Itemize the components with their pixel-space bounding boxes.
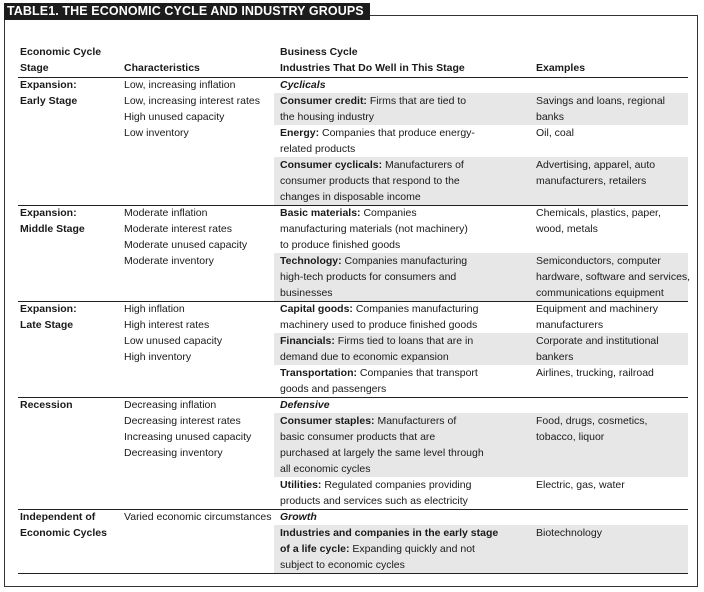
characteristic: Varied economic circumstances bbox=[124, 511, 272, 523]
industry-name: Technology: bbox=[280, 255, 342, 267]
examples-cell: Oil, coal bbox=[536, 127, 574, 139]
industry-cell bbox=[280, 365, 478, 397]
group-label: Growth bbox=[280, 511, 317, 523]
stage-label: Recession bbox=[20, 399, 73, 411]
industry-desc: Firms that are tied to the housing industry bbox=[280, 95, 467, 123]
industry-cell bbox=[280, 125, 475, 157]
characteristic: Low unused capacity bbox=[124, 335, 223, 347]
industry-desc: Companies manufacturing high-tech products for consumers and businesses bbox=[280, 255, 468, 299]
industry-cell bbox=[280, 93, 466, 125]
industry-name: Basic materials: bbox=[280, 207, 361, 219]
header-stage: Economic Cycle Stage bbox=[20, 46, 102, 74]
examples-cell: Electric, gas, water bbox=[536, 479, 625, 491]
industry-cell bbox=[280, 477, 471, 509]
characteristic: Increasing unused capacity bbox=[124, 431, 252, 443]
industry-cell bbox=[280, 525, 498, 573]
examples-cell: Corporate and institutional bankers bbox=[536, 335, 659, 363]
examples-cell: Chemicals, plastics, paper, wood, metals bbox=[536, 207, 661, 235]
stage-label: Expansion: Late Stage bbox=[20, 303, 77, 331]
stage-label: Independent of Economic Cycles bbox=[20, 511, 107, 539]
industry-cell bbox=[280, 157, 464, 205]
industry-desc: Companies manufacturing materials (not machinery) to produce finished goods bbox=[280, 207, 468, 251]
characteristic: High inflation bbox=[124, 303, 185, 315]
industry-cell bbox=[280, 413, 484, 477]
industry-name: Consumer cyclicals: bbox=[280, 159, 383, 171]
table-title: TABLE1. THE ECONOMIC CYCLE AND INDUSTRY GROUPS bbox=[4, 3, 370, 20]
industry-name: Capital goods: bbox=[280, 303, 353, 315]
header-characteristics: Characteristics bbox=[124, 62, 200, 74]
examples-cell: Savings and loans, regional banks bbox=[536, 95, 666, 123]
industry-name: Consumer staples: bbox=[280, 415, 375, 427]
header-examples: Examples bbox=[536, 62, 586, 74]
section-rule bbox=[18, 509, 688, 510]
examples-cell: Airlines, trucking, railroad bbox=[536, 367, 654, 379]
characteristic: Low, increasing inflation bbox=[124, 79, 236, 91]
characteristic: Decreasing inflation bbox=[124, 399, 217, 411]
examples-cell: Semiconductors, computer hardware, software and services, communications equipment bbox=[536, 255, 691, 299]
industry-cell bbox=[280, 301, 478, 333]
industry-desc: Regulated companies providing products and services such as electricity bbox=[280, 479, 472, 507]
characteristic: High interest rates bbox=[124, 319, 210, 331]
examples-cell: Advertising, apparel, auto manufacturers, retailers bbox=[536, 159, 656, 187]
industry-name: Transportation: bbox=[280, 367, 358, 379]
characteristic: Decreasing inventory bbox=[124, 447, 223, 459]
industry-cell bbox=[280, 205, 468, 253]
industry-desc: Companies that transport goods and passengers bbox=[280, 367, 478, 395]
examples-cell: Equipment and machinery manufacturers bbox=[536, 303, 658, 331]
industry-desc: Firms tied to loans that are in demand due to economic expansion bbox=[280, 335, 474, 363]
industry-name: Industries and companies in the early stage of a life cycle: bbox=[280, 527, 499, 555]
industry-name: Financials: bbox=[280, 335, 335, 347]
examples-cell: Biotechnology bbox=[536, 527, 602, 539]
characteristic: Low, increasing interest rates bbox=[124, 95, 260, 107]
group-label: Defensive bbox=[280, 399, 330, 411]
industry-desc: Expanding quickly and not subject to economic cycles bbox=[280, 543, 475, 571]
industry-name: Consumer credit: bbox=[280, 95, 367, 107]
bottom-rule bbox=[18, 573, 688, 574]
characteristic: Low inventory bbox=[124, 127, 189, 139]
characteristic: Moderate interest rates bbox=[124, 223, 232, 235]
characteristic: Decreasing interest rates bbox=[124, 415, 241, 427]
stage-label: Expansion: Middle Stage bbox=[20, 207, 85, 235]
header-rule bbox=[18, 77, 688, 78]
section-rule bbox=[18, 397, 688, 398]
industry-desc: Manufacturers of basic consumer products that are purchased at largely the same level through all economic cycles bbox=[280, 415, 484, 475]
group-label: Cyclicals bbox=[280, 79, 326, 91]
characteristic: Moderate inventory bbox=[124, 255, 214, 267]
industry-cell bbox=[280, 333, 473, 365]
characteristic: High unused capacity bbox=[124, 111, 225, 123]
industry-name: Utilities: bbox=[280, 479, 322, 491]
industry-desc: Manufacturers of consumer products that respond to the changes in disposable income bbox=[280, 159, 464, 203]
characteristic: High inventory bbox=[124, 351, 192, 363]
characteristic: Moderate inflation bbox=[124, 207, 208, 219]
industry-name: Energy: bbox=[280, 127, 320, 139]
stage-label: Expansion: Early Stage bbox=[20, 79, 78, 107]
header-industries: Business Cycle Industries That Do Well in This Stage bbox=[280, 46, 465, 74]
characteristic: Moderate unused capacity bbox=[124, 239, 248, 251]
industry-desc: Companies that produce energy- related products bbox=[280, 127, 475, 155]
examples-cell: Food, drugs, cosmetics, tobacco, liquor bbox=[536, 415, 648, 443]
industry-desc: Companies manufacturing machinery used to produce finished goods bbox=[280, 303, 479, 331]
industry-cell bbox=[280, 253, 467, 301]
